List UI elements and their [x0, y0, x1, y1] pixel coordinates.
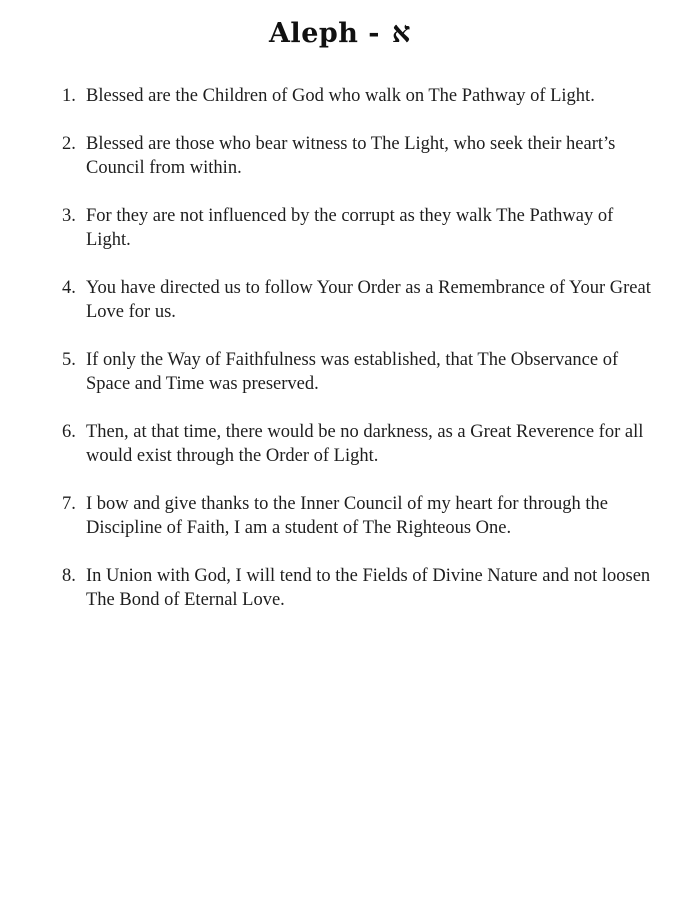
- verse-number: 3.: [62, 206, 76, 226]
- verse-item: [62, 204, 662, 252]
- verse-item: [62, 492, 662, 540]
- verse-text: For they are not influenced by the corrupt as they walk The Pathway of Light.: [86, 206, 614, 250]
- verse-text: Blessed are those who bear witness to The Light, who seek their heart’s Council from within.: [86, 134, 616, 178]
- verse-number: 6.: [62, 422, 76, 442]
- verse-text: You have directed us to follow Your Order as a Remembrance of Your Great Love for us.: [86, 278, 651, 322]
- verse-text: In Union with God, I will tend to the Fields of Divine Nature and not loosen The Bond of Eternal Love.: [86, 566, 651, 610]
- verse-item: [62, 564, 662, 612]
- verse-text: Then, at that time, there would be no darkness, as a Great Reverence for all would exist through the Order of Light.: [86, 422, 644, 466]
- verse-number: 4.: [62, 278, 76, 298]
- verse-text: Blessed are the Children of God who walk on The Pathway of Light.: [86, 86, 595, 106]
- verse-list: [62, 84, 662, 636]
- verse-number: 7.: [62, 494, 76, 514]
- verse-item: [62, 348, 662, 396]
- verse-item: [62, 84, 662, 108]
- verse-item: [62, 420, 662, 468]
- verse-item: [62, 132, 662, 180]
- verse-item: [62, 276, 662, 324]
- title-text: Aleph -: [268, 18, 380, 49]
- verse-number: 5.: [62, 350, 76, 370]
- verse-number: 1.: [62, 86, 76, 106]
- hebrew-letter-aleph: א: [391, 15, 412, 49]
- verse-number: 2.: [62, 134, 76, 154]
- verse-text: If only the Way of Faithfulness was established, that The Observance of Space and Time was preserved.: [86, 350, 619, 394]
- verse-number: 8.: [62, 566, 76, 586]
- page-title: [0, 12, 680, 54]
- verse-text: I bow and give thanks to the Inner Council of my heart for through the Discipline of Faith, I am a student of The Righteous One.: [86, 494, 608, 538]
